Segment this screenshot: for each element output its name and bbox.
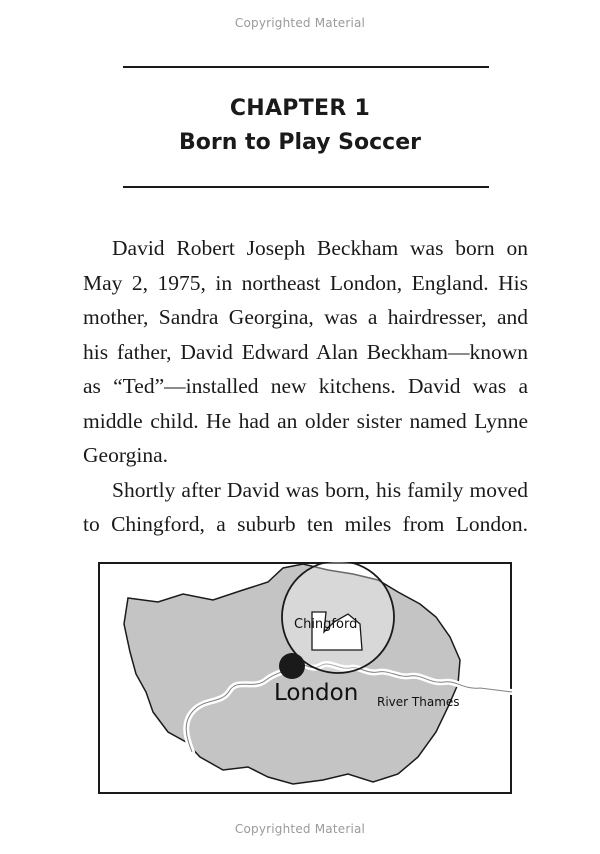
chapter-rule-bottom: [123, 186, 489, 188]
label-london: London: [274, 680, 359, 706]
london-city-marker: [279, 653, 305, 679]
chapter-number: CHAPTER 1: [229, 96, 371, 121]
copyright-watermark-bottom: Copyrighted Material: [234, 822, 366, 836]
map-drawing: [98, 562, 512, 794]
chapter-body: [83, 231, 528, 542]
chapter-rule-top: [123, 66, 489, 68]
copyright-watermark-top: Copyrighted Material: [234, 16, 366, 30]
label-river-thames: River Thames: [377, 695, 460, 709]
body-paragraph-2: Shortly after David was born, his family moved to Chingford, a suburb ten miles from London.: [83, 477, 528, 536]
label-chingford: Chingford: [294, 617, 358, 632]
chapter-title: Born to Play Soccer: [179, 130, 421, 155]
london-map-illustration: [98, 562, 512, 794]
body-paragraph-1: David Robert Joseph Beckham was born on May 2, 1975, in northeast London, England. His mother, Sandra Georgina, was a hairdresser, and his father, David Edward Alan Beckham—known as “Ted”—installed new kitchens. David was a middle child. He had an older sister named Lynne Georgina.: [83, 236, 528, 467]
